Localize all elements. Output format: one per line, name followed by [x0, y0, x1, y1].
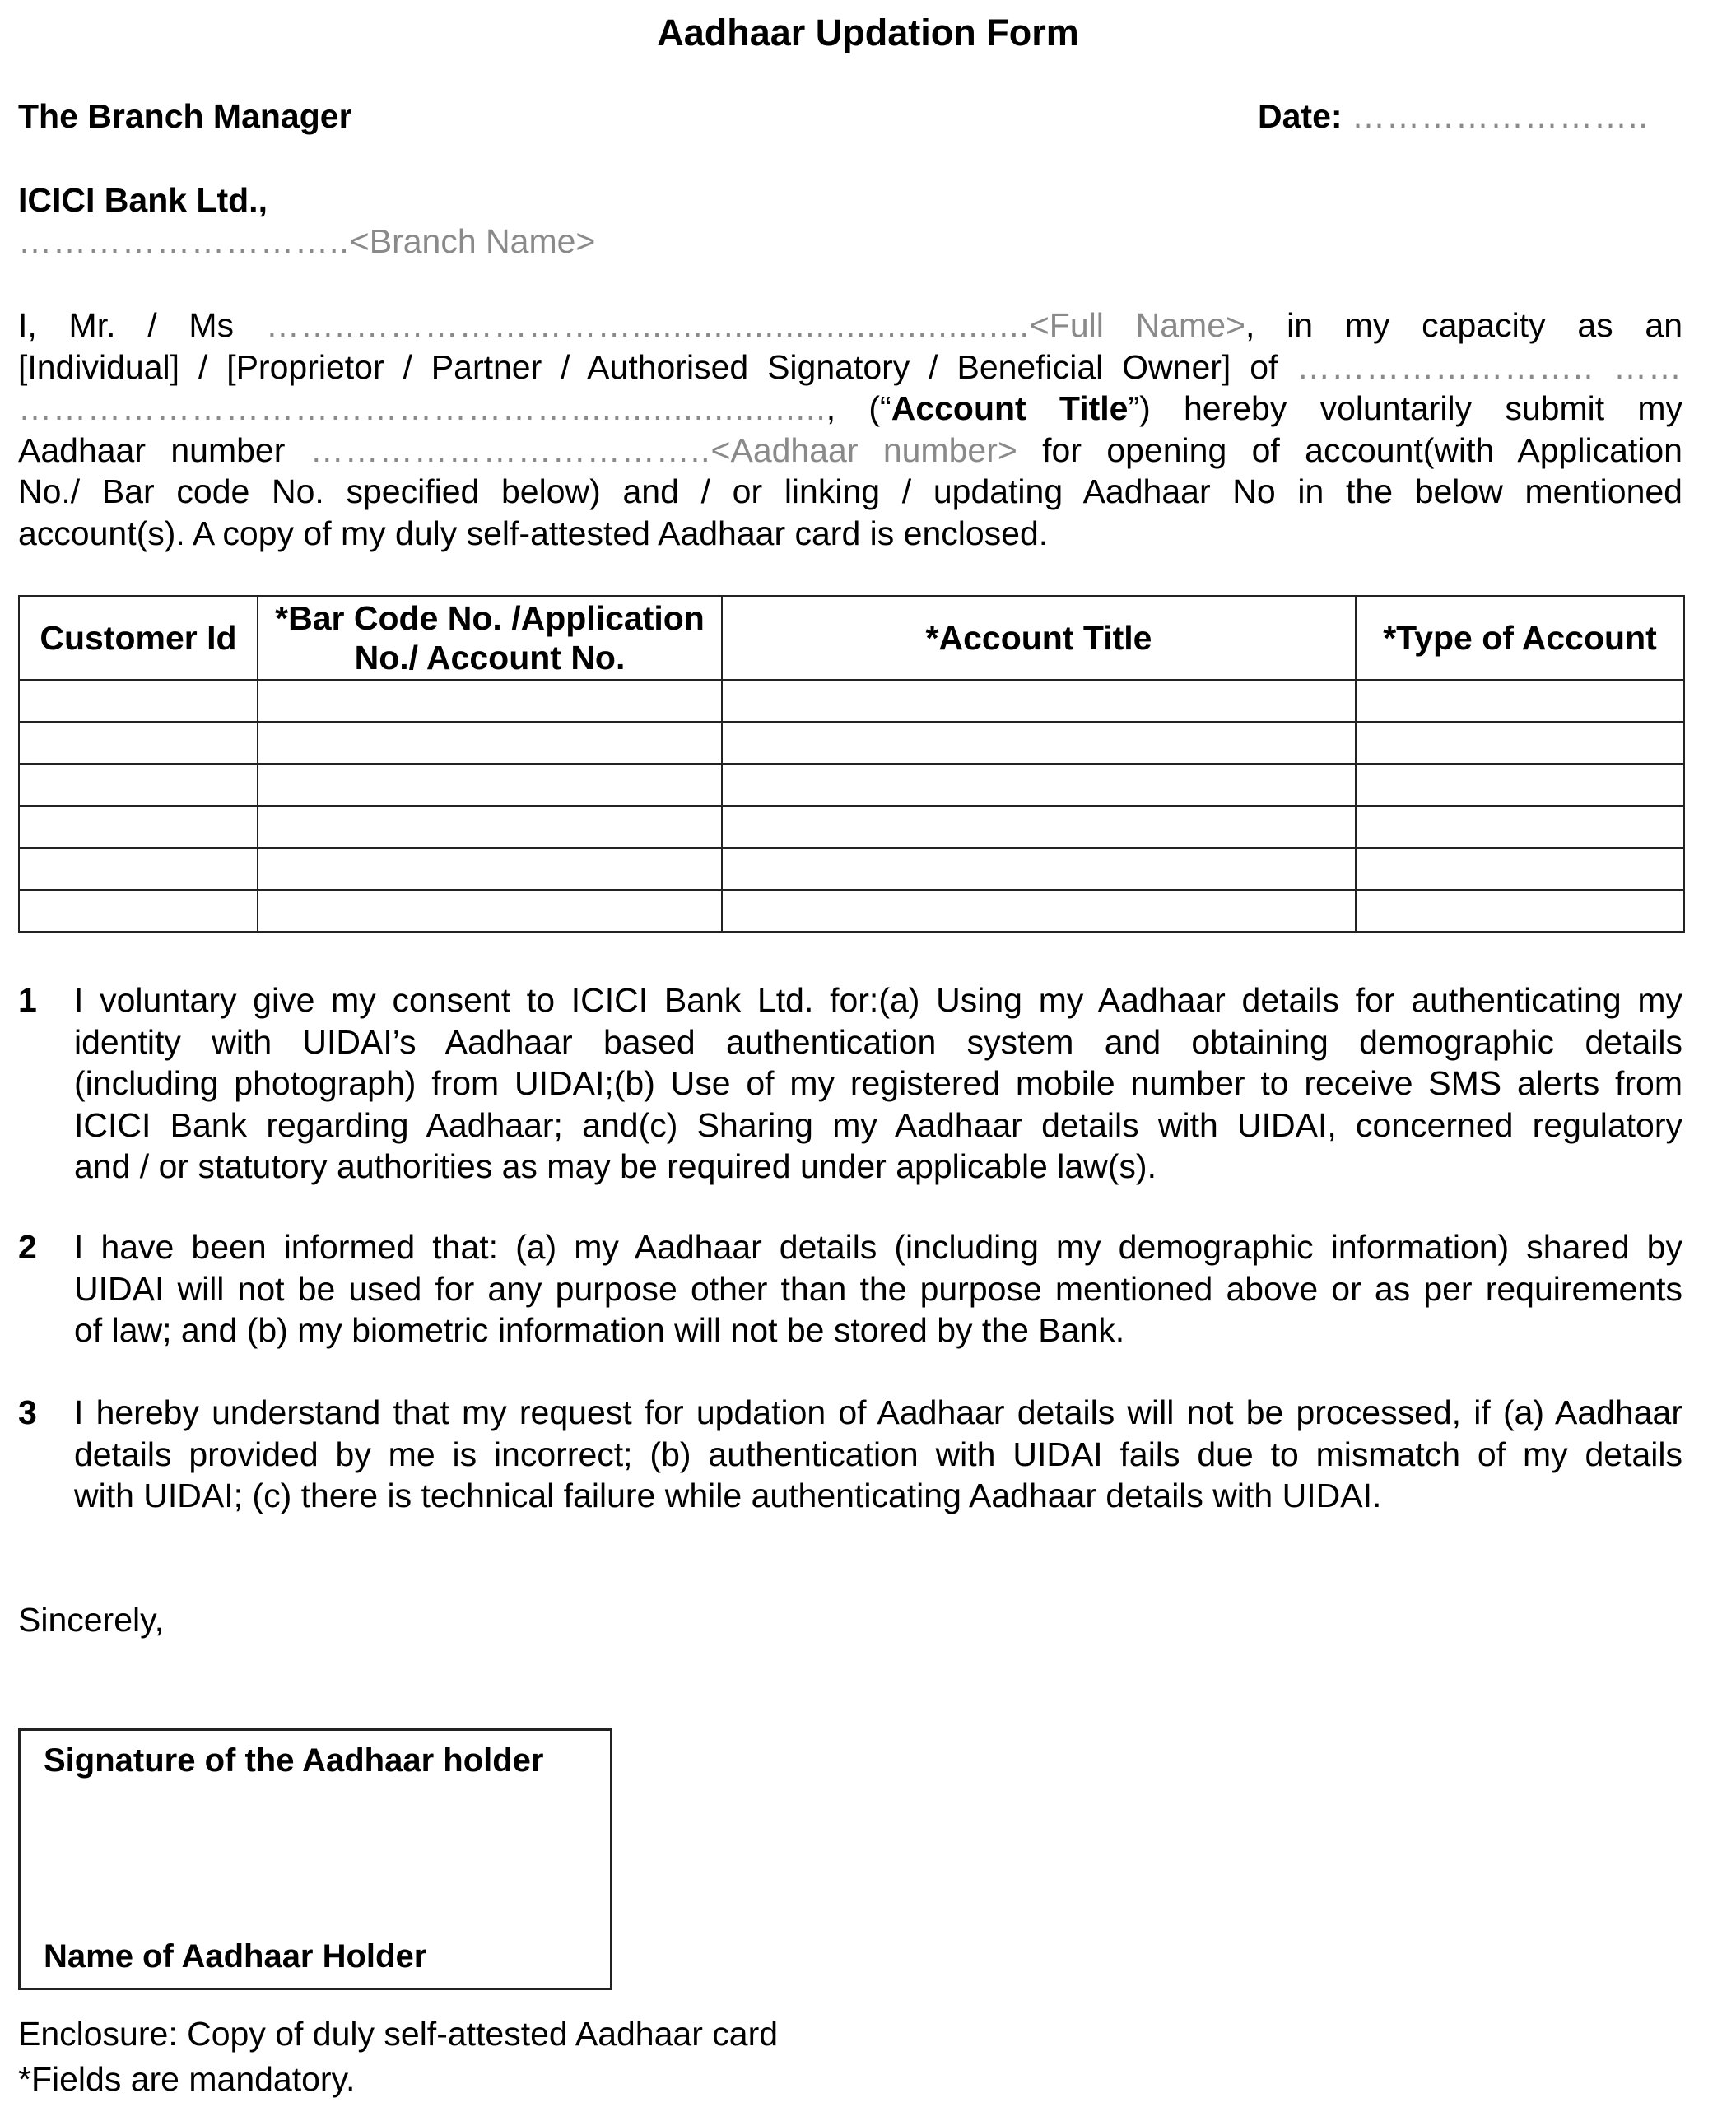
table-row [19, 680, 1684, 722]
cell-type-of-account[interactable] [1356, 890, 1684, 932]
signature-box[interactable] [18, 1728, 612, 1990]
table-row [19, 722, 1684, 764]
consent-item-number: 1 [18, 981, 37, 1019]
date-dots: …………………….. [1351, 97, 1649, 135]
account-title-dots[interactable]: …………………………………………......................... [18, 389, 826, 427]
consent-item-text [74, 1226, 1682, 1351]
header-bar-code-line-1: *Bar Code No. /Application [275, 599, 705, 637]
cell-account-title[interactable] [722, 848, 1356, 890]
cell-account-title[interactable] [722, 806, 1356, 848]
cell-type-of-account[interactable] [1356, 764, 1684, 806]
cell-customer-id[interactable] [19, 848, 258, 890]
consent-line: identity with UIDAI’s Aadhaar based authentication system and obtaining demographic details [74, 1022, 1682, 1061]
full-name-dots[interactable]: ……..……………………....................................... [265, 306, 1030, 344]
signature-label: Signature of the Aadhaar holder [44, 1742, 544, 1779]
declaration-line-6: account(s). A copy of my duly self-attested Aadhaar card is enclosed. [18, 514, 1049, 552]
branch-field[interactable] [18, 222, 595, 261]
closing-sincerely: Sincerely, [18, 1601, 164, 1639]
cell-type-of-account[interactable] [1356, 806, 1684, 848]
table-row [19, 848, 1684, 890]
cell-customer-id[interactable] [19, 806, 258, 848]
aadhaar-number-text: Aadhaar number [18, 430, 286, 469]
cell-type-of-account[interactable] [1356, 680, 1684, 722]
consent-item-1 [18, 979, 1682, 1188]
accounts-table [18, 595, 1685, 933]
cell-bar-code[interactable] [258, 890, 722, 932]
cell-account-title[interactable] [722, 722, 1356, 764]
declaration-line-3 [18, 388, 1682, 430]
header-account-title: *Account Title [722, 596, 1356, 680]
holder-name-label: Name of Aadhaar Holder [44, 1938, 427, 1974]
consent-item-2 [18, 1226, 1682, 1351]
date-label: Date: [1258, 97, 1343, 135]
aadhaar-number-dots[interactable]: …………………………….. [310, 430, 711, 469]
branch-placeholder: <Branch Name> [349, 222, 596, 260]
cell-type-of-account[interactable] [1356, 722, 1684, 764]
account-title-term: Account Title [891, 389, 1129, 427]
declaration-paragraph [18, 305, 1682, 554]
consent-line: UIDAI will not be used for any purpose other than the purpose mentioned above or as per requirements [74, 1269, 1682, 1308]
header-bar-code [258, 596, 722, 680]
cell-bar-code[interactable] [258, 806, 722, 848]
cell-customer-id[interactable] [19, 890, 258, 932]
consent-line: I have been informed that: (a) my Aadhaar details (including my demographic information) shared by [74, 1228, 1682, 1266]
cell-customer-id[interactable] [19, 680, 258, 722]
aadhaar-number-placeholder[interactable]: <Aadhaar number> [710, 430, 1017, 469]
cell-customer-id[interactable] [19, 722, 258, 764]
declaration-line-5: No./ Bar code No. specified below) and / or linking / updating Aadhaar No in the below mentioned [18, 472, 1682, 510]
consent-item-3 [18, 1392, 1682, 1517]
cell-bar-code[interactable] [258, 764, 722, 806]
consent-line: I voluntary give my consent to ICICI Bank Ltd. for:(a) Using my Aadhaar details for authenticating my [74, 981, 1682, 1019]
consent-line: (including photograph) from UIDAI;(b) Use of my registered mobile number to receive SMS alerts from [74, 1064, 1682, 1102]
consent-item-number: 3 [18, 1393, 37, 1431]
consent-line: of law; and (b) my biometric information will not be stored by the Bank. [74, 1311, 1125, 1349]
enclosure-note: Enclosure: Copy of duly self-attested Aadhaar card [18, 2015, 779, 2053]
header-type-of-account: *Type of Account [1356, 596, 1684, 680]
account-title-open-quote: , (“ [826, 389, 891, 427]
cell-bar-code[interactable] [258, 722, 722, 764]
consent-line: details provided by me is incorrect; (b) authentication with UIDAI fails due to mismatch of my details [74, 1435, 1682, 1473]
consent-line: ICICI Bank regarding Aadhaar; and(c) Sharing my Aadhaar details with UIDAI, concerned regulatory [74, 1105, 1682, 1144]
addressee: The Branch Manager [18, 97, 352, 135]
consent-item-text [74, 979, 1682, 1188]
header-customer-id: Customer Id [19, 596, 258, 680]
capacity-text: , in my capacity as an [1245, 306, 1682, 344]
full-name-placeholder[interactable]: <Full Name> [1029, 306, 1245, 344]
branch-dots: ……………………….. [18, 222, 350, 260]
table-row [19, 806, 1684, 848]
capacity-options-text: [Individual] / [Proprietor / Partner / Authorised Signatory / Beneficial Owner] of [18, 347, 1278, 386]
declaration-line-2 [18, 347, 1682, 388]
consent-line: and / or statutory authorities as may be required under applicable law(s). [74, 1147, 1157, 1185]
header-bar-code-line-2: No./ Account No. [354, 639, 626, 677]
mandatory-fields-note: *Fields are mandatory. [18, 2060, 356, 2098]
cell-bar-code[interactable] [258, 680, 722, 722]
consent-item-number: 2 [18, 1228, 37, 1266]
submit-text: ”) hereby voluntarily submit my [1128, 389, 1682, 427]
bank-name: ICICI Bank Ltd., [18, 181, 268, 219]
cell-account-title[interactable] [722, 680, 1356, 722]
table-row [19, 890, 1684, 932]
declaration-line-4 [18, 430, 1682, 472]
consent-line: I hereby understand that my request for updation of Aadhaar details will not be processed, if (a) Aadhaar [74, 1393, 1682, 1431]
cell-account-title[interactable] [722, 890, 1356, 932]
cell-type-of-account[interactable] [1356, 848, 1684, 890]
cell-account-title[interactable] [722, 764, 1356, 806]
table-row [19, 764, 1684, 806]
entity-name-dots[interactable]: …………………….. …… [1296, 347, 1682, 386]
opening-account-text: for opening of account(with Application [1042, 430, 1682, 469]
form-title: Aadhaar Updation Form [657, 12, 1079, 53]
date-field[interactable] [1258, 97, 1649, 136]
declaration-line-1 [18, 305, 1682, 347]
consent-item-text [74, 1392, 1682, 1517]
table-header-row [19, 596, 1684, 680]
consent-line: with UIDAI; (c) there is technical failure while authenticating Aadhaar details with UIDAI. [74, 1477, 1382, 1514]
salutation-text: I, Mr. / Ms [18, 306, 235, 344]
cell-customer-id[interactable] [19, 764, 258, 806]
cell-bar-code[interactable] [258, 848, 722, 890]
